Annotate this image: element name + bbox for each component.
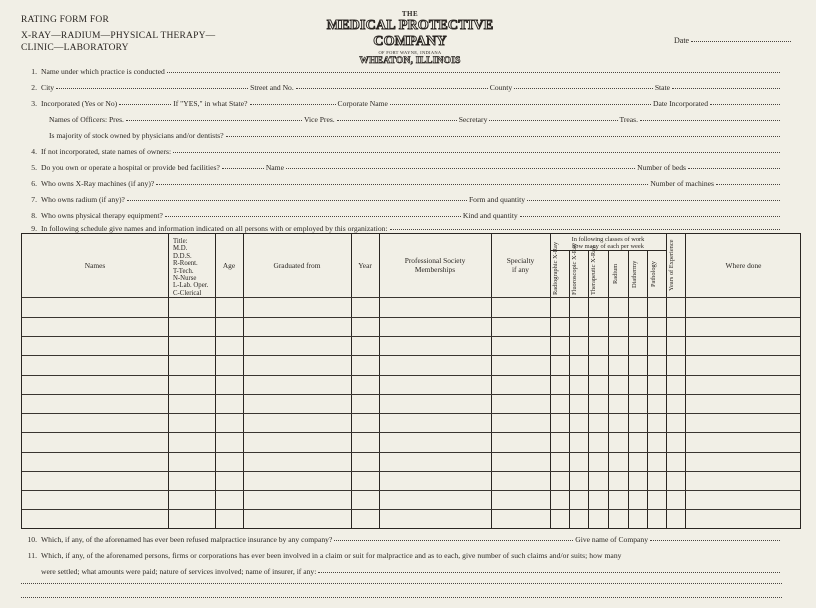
form-subtitle-line1: X-RAY—RADIUM—PHYSICAL THERAPY— xyxy=(21,30,216,41)
claims-blank[interactable] xyxy=(318,572,780,573)
col-names: Names xyxy=(84,261,106,270)
question-number: 6. xyxy=(31,179,37,188)
stock-blank[interactable] xyxy=(226,136,780,137)
state-label: State xyxy=(654,83,670,92)
question-5 xyxy=(0,163,816,172)
col-therapeutic: Therapeutic X-Ray xyxy=(590,245,597,295)
title-lab: L-Lab. Oper. xyxy=(173,282,209,290)
date-label: Date xyxy=(674,36,690,45)
col-radiographic: Radiographic X-Ray xyxy=(552,241,559,295)
president-label: Names of Officers: Pres. xyxy=(49,115,124,124)
answer-blank[interactable] xyxy=(390,229,780,230)
answer-blank[interactable] xyxy=(167,72,780,73)
question-11-continued xyxy=(0,567,816,576)
col-where-done: Where done xyxy=(725,261,762,270)
logo-company-name: MEDICAL PROTECTIVE COMPANY xyxy=(326,18,494,49)
col-pathology: Pathology xyxy=(650,261,657,287)
classes-line2: how many of each per week xyxy=(572,243,644,250)
title-head: Title: xyxy=(173,238,188,245)
claims-extra-line-2 xyxy=(0,598,816,599)
stock-label: Is majority of stock owned by physicians and/or dentists? xyxy=(49,131,224,140)
city-blank[interactable] xyxy=(56,88,248,89)
number-of-beds-label: Number of beds xyxy=(637,163,686,172)
question-7 xyxy=(0,195,816,204)
title-clerical: C-Clerical xyxy=(173,289,202,297)
question-8 xyxy=(0,211,816,220)
county-blank[interactable] xyxy=(514,88,653,89)
claims-label-line2: were settled; what amounts were paid; nature of services involved; name of insurer, if any: xyxy=(41,567,317,576)
society-line2: Memberships xyxy=(414,264,456,274)
question-label: Name under which practice is conducted xyxy=(41,67,165,76)
hospital-name-label: Name xyxy=(265,163,284,172)
question-number: 8. xyxy=(31,211,37,220)
treasurer-label: Treas. xyxy=(619,115,638,124)
logo-the: THE xyxy=(401,10,419,18)
claims-blank-extra-2[interactable] xyxy=(21,597,782,598)
date-incorporated-blank[interactable] xyxy=(710,104,780,105)
hospital-label: Do you own or operate a hospital or provide bed facilities? xyxy=(41,163,220,172)
form-title: RATING FORM FOR xyxy=(21,15,109,25)
claims-extra-line xyxy=(0,584,816,585)
xray-owner-blank[interactable] xyxy=(156,184,648,185)
title-tech: T-Tech. xyxy=(173,267,194,275)
question-number: 3. xyxy=(31,99,37,108)
incorporated-state-blank[interactable] xyxy=(250,104,336,105)
vice-president-blank[interactable] xyxy=(337,120,457,121)
question-number: 11. xyxy=(27,551,37,560)
claims-label-line1: Which, if any, of the aforenamed persons, firms or corporations has ever been involved in a claim or suit for malpractice and as to each, give number of such claims and/or suits; how many xyxy=(41,551,622,560)
hospital-blank[interactable] xyxy=(222,168,264,169)
form-heading xyxy=(21,14,215,55)
question-number: 4. xyxy=(31,147,37,156)
number-of-beds-blank[interactable] xyxy=(688,168,780,169)
treasurer-blank[interactable] xyxy=(640,120,780,121)
number-of-machines-label: Number of machines xyxy=(650,179,714,188)
refused-label: Which, if any, of the aforenamed has ever been refused malpractice insurance by any company? xyxy=(41,535,333,544)
question-2 xyxy=(0,83,816,92)
col-classes-group xyxy=(550,236,666,250)
corporate-name-label: Corporate Name xyxy=(337,99,388,108)
radium-owner-label: Who owns radium (if any)? xyxy=(41,195,125,204)
incorporated-label: Incorporated (Yes or No) xyxy=(41,99,118,108)
kind-quantity-label: Kind and quantity xyxy=(462,211,518,220)
corporate-name-blank[interactable] xyxy=(390,104,651,105)
question-number: 1. xyxy=(31,67,37,76)
question-number: 7. xyxy=(31,195,37,204)
col-radium: Radium xyxy=(612,263,619,285)
claims-blank-extra[interactable] xyxy=(21,583,782,584)
question-10 xyxy=(0,535,816,544)
xray-owner-label: Who owns X-Ray machines (if any)? xyxy=(41,179,155,188)
form-quantity-label: Form and quantity xyxy=(468,195,526,204)
title-dds: D.D.S. xyxy=(173,252,192,260)
question-9 xyxy=(0,224,816,233)
classes-line1: In following classes of work xyxy=(571,236,645,243)
col-fluoroscopic: Fluoroscopic X-Ray xyxy=(571,242,578,295)
question-6 xyxy=(0,179,816,188)
president-blank[interactable] xyxy=(126,120,302,121)
secretary-label: Secretary xyxy=(458,115,488,124)
date-incorporated-label: Date Incorporated xyxy=(652,99,708,108)
officers-line xyxy=(0,115,816,124)
question-label: In following schedule give names and information indicated on all persons with or employed by this organization: xyxy=(41,224,388,233)
question-3 xyxy=(0,99,816,108)
specialty-line2: if any xyxy=(511,264,530,274)
stock-line xyxy=(0,131,816,140)
date-blank[interactable] xyxy=(691,41,791,42)
personnel-schedule-table xyxy=(21,233,801,529)
col-experience: Years of Experience xyxy=(668,239,675,291)
refused-blank[interactable] xyxy=(334,540,573,541)
col-year: Year xyxy=(358,261,372,270)
company-name-blank[interactable] xyxy=(650,540,780,541)
kind-quantity-blank[interactable] xyxy=(520,216,780,217)
incorporated-state-label: If "YES," in what State? xyxy=(173,99,248,108)
specialty-line1: Specialty xyxy=(506,256,535,265)
vice-president-label: Vice Pres. xyxy=(303,115,335,124)
col-graduated: Graduated from xyxy=(273,261,321,270)
col-title xyxy=(173,238,208,297)
secretary-blank[interactable] xyxy=(489,120,617,121)
question-number: 9. xyxy=(31,224,37,233)
answer-blank[interactable] xyxy=(173,152,780,153)
title-md: M.D. xyxy=(173,245,188,253)
state-blank[interactable] xyxy=(672,88,780,89)
form-subtitle-line2: CLINIC—LABORATORY xyxy=(21,43,129,53)
title-roent: R-Roent. xyxy=(173,260,198,268)
number-of-machines-blank[interactable] xyxy=(716,184,780,185)
col-specialty xyxy=(491,257,550,274)
county-label: County xyxy=(489,83,513,92)
city-label: City xyxy=(41,83,55,92)
question-number: 5. xyxy=(31,163,37,172)
company-logo xyxy=(310,10,510,66)
street-label: Street and No. xyxy=(250,83,294,92)
logo-city: WHEATON, ILLINOIS xyxy=(359,56,461,66)
question-number: 10. xyxy=(27,535,37,544)
question-1 xyxy=(0,67,816,76)
question-number: 2. xyxy=(31,83,37,92)
street-blank[interactable] xyxy=(296,88,488,89)
incorporated-blank[interactable] xyxy=(119,104,171,105)
company-name-label: Give name of Company xyxy=(575,535,648,544)
col-diathermy: Diathermy xyxy=(631,260,638,288)
pt-owner-blank[interactable] xyxy=(165,216,461,217)
society-line1: Professional Society xyxy=(404,256,466,265)
question-label: If not incorporated, state names of owners: xyxy=(41,147,172,156)
radium-owner-blank[interactable] xyxy=(127,200,467,201)
logo-subline: OF FORT WAYNE, INDIANA xyxy=(378,50,442,55)
pt-owner-label: Who owns physical therapy equipment? xyxy=(41,211,163,220)
question-4 xyxy=(0,147,816,156)
hospital-name-blank[interactable] xyxy=(286,168,635,169)
date-field[interactable] xyxy=(674,36,793,45)
title-nurse: N-Nurse xyxy=(173,275,197,283)
question-11 xyxy=(0,551,816,560)
form-quantity-blank[interactable] xyxy=(527,200,780,201)
col-age: Age xyxy=(222,261,236,270)
col-society xyxy=(379,257,491,274)
